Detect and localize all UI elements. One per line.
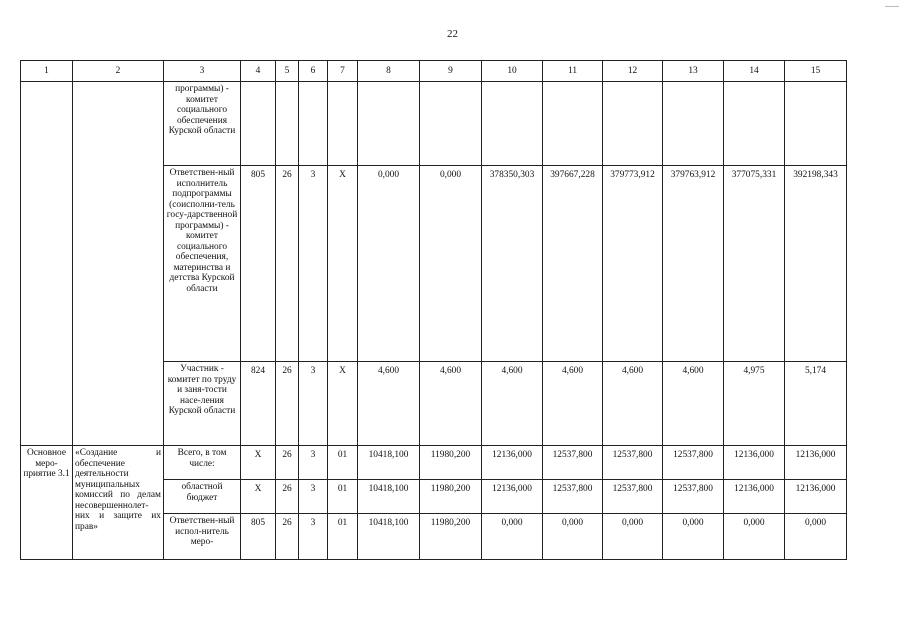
value-cell: 805 — [241, 166, 276, 362]
measure-title-cell: «Создание и обеспечение деятельности муниципальных комиссий по делам несовершеннолет-них и защите их прав» — [73, 446, 164, 560]
value-cell: 01 — [328, 514, 358, 560]
value-cell: 12136,000 — [482, 480, 543, 514]
executor-cell: Ответствен-ный испол-нитель меро- — [164, 514, 241, 560]
empty-cell — [724, 82, 785, 166]
value-cell: 0,000 — [785, 514, 847, 560]
header-cell: 3 — [164, 61, 241, 82]
value-cell: 379773,912 — [603, 166, 663, 362]
executor-cell: областной бюджет — [164, 480, 241, 514]
value-cell: 805 — [241, 514, 276, 560]
empty-cell — [543, 82, 603, 166]
empty-cell — [73, 82, 164, 446]
empty-cell — [358, 82, 420, 166]
empty-cell — [21, 82, 73, 446]
value-cell: 5,174 — [785, 362, 847, 446]
header-cell: 11 — [543, 61, 603, 82]
header-cell: 6 — [299, 61, 328, 82]
value-cell: Х — [328, 166, 358, 362]
corner-mark — [885, 6, 899, 7]
value-cell: 12537,800 — [603, 446, 663, 480]
value-cell: 392198,343 — [785, 166, 847, 362]
value-cell: 4,600 — [358, 362, 420, 446]
value-cell: 12537,800 — [663, 446, 724, 480]
header-cell: 13 — [663, 61, 724, 82]
value-cell: 4,600 — [482, 362, 543, 446]
value-cell: Х — [241, 446, 276, 480]
value-cell: 824 — [241, 362, 276, 446]
empty-cell — [785, 82, 847, 166]
value-cell: 4,600 — [663, 362, 724, 446]
empty-cell — [276, 82, 299, 166]
value-cell: Х — [328, 362, 358, 446]
header-cell: 5 — [276, 61, 299, 82]
value-cell: 11980,200 — [420, 514, 482, 560]
header-cell: 7 — [328, 61, 358, 82]
value-cell: Х — [241, 480, 276, 514]
value-cell: 0,000 — [603, 514, 663, 560]
value-cell: 0,000 — [724, 514, 785, 560]
value-cell: 11980,200 — [420, 446, 482, 480]
header-cell: 2 — [73, 61, 164, 82]
value-cell: 12537,800 — [543, 480, 603, 514]
value-cell: 378350,303 — [482, 166, 543, 362]
value-cell: 12537,800 — [663, 480, 724, 514]
value-cell: 10418,100 — [358, 446, 420, 480]
value-cell: 12136,000 — [785, 446, 847, 480]
empty-cell — [328, 82, 358, 166]
value-cell: 4,600 — [603, 362, 663, 446]
value-cell: 4,600 — [543, 362, 603, 446]
value-cell: 26 — [276, 446, 299, 480]
empty-cell — [241, 82, 276, 166]
table-row — [21, 446, 847, 480]
value-cell: 0,000 — [358, 166, 420, 362]
value-cell: 0,000 — [420, 166, 482, 362]
page-number: 22 — [447, 28, 458, 40]
value-cell: 4,975 — [724, 362, 785, 446]
value-cell: 3 — [299, 166, 328, 362]
value-cell: 397667,228 — [543, 166, 603, 362]
value-cell: 01 — [328, 446, 358, 480]
header-cell: 12 — [603, 61, 663, 82]
value-cell: 26 — [276, 514, 299, 560]
executor-cell: Ответствен-ный исполнитель подпрограммы (соисполни-тель госу-дарственной программы) - комитет социального обеспечения, материнства и детства Курской области — [164, 166, 241, 362]
value-cell: 12537,800 — [603, 480, 663, 514]
value-cell: 3 — [299, 514, 328, 560]
value-cell: 12537,800 — [543, 446, 603, 480]
header-cell: 14 — [724, 61, 785, 82]
value-cell: 12136,000 — [785, 480, 847, 514]
measure-code-cell: Основное меро-приятие 3.1 — [21, 446, 73, 560]
value-cell: 0,000 — [543, 514, 603, 560]
value-cell: 0,000 — [663, 514, 724, 560]
value-cell: 26 — [276, 166, 299, 362]
executor-cell: Участник - комитет по труду и заня-тости насе-ления Курской области — [164, 362, 241, 446]
value-cell: 377075,331 — [724, 166, 785, 362]
empty-cell — [299, 82, 328, 166]
value-cell: 12136,000 — [724, 446, 785, 480]
value-cell: 10418,100 — [358, 480, 420, 514]
empty-cell — [482, 82, 543, 166]
value-cell: 3 — [299, 446, 328, 480]
header-cell: 1 — [21, 61, 73, 82]
executor-cell: Всего, в том числе: — [164, 446, 241, 480]
value-cell: 11980,200 — [420, 480, 482, 514]
value-cell: 26 — [276, 480, 299, 514]
value-cell: 379763,912 — [663, 166, 724, 362]
value-cell: 12136,000 — [724, 480, 785, 514]
budget-table — [20, 60, 847, 560]
header-cell: 4 — [241, 61, 276, 82]
empty-cell — [420, 82, 482, 166]
value-cell: 10418,100 — [358, 514, 420, 560]
value-cell: 3 — [299, 480, 328, 514]
header-cell: 15 — [785, 61, 847, 82]
executor-cell: программы) - комитет социального обеспечения Курской области — [164, 82, 241, 166]
value-cell: 12136,000 — [482, 446, 543, 480]
header-cell: 9 — [420, 61, 482, 82]
header-cell: 8 — [358, 61, 420, 82]
value-cell: 4,600 — [420, 362, 482, 446]
value-cell: 0,000 — [482, 514, 543, 560]
empty-cell — [663, 82, 724, 166]
header-cell: 10 — [482, 61, 543, 82]
table-row — [21, 82, 847, 166]
value-cell: 3 — [299, 362, 328, 446]
header-row — [21, 61, 847, 82]
value-cell: 01 — [328, 480, 358, 514]
empty-cell — [603, 82, 663, 166]
value-cell: 26 — [276, 362, 299, 446]
